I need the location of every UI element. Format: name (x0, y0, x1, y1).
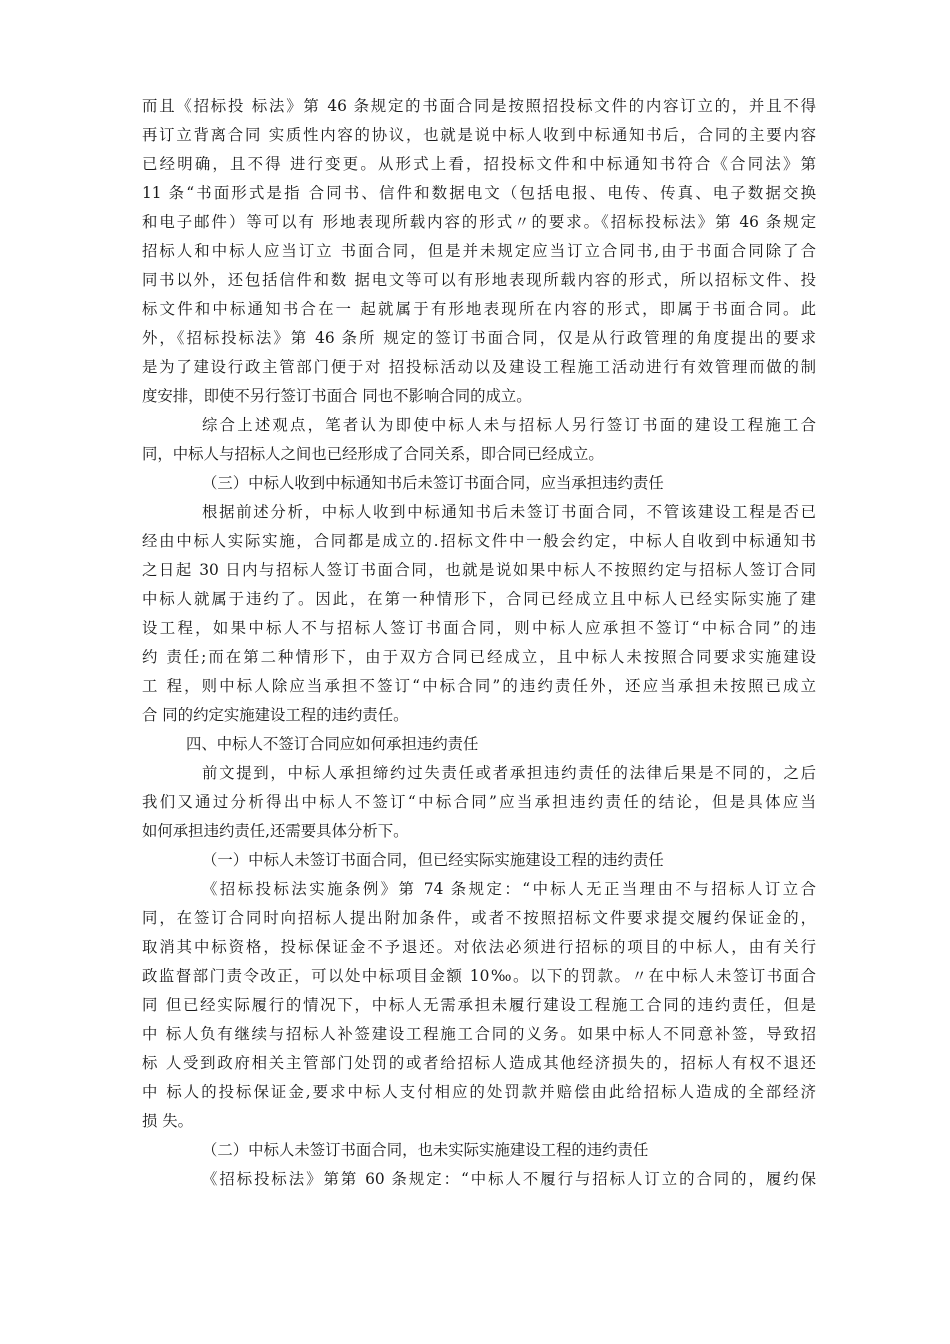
text-line: 如何承担违约责任,还需要具体分析下。 (142, 822, 409, 840)
text-line: 度安排，即使不另行签订书面合 同也不影响合同的成立。 (142, 387, 532, 405)
text-line: 我们又通过分析得出中标人不签订“中标合同”应当承担违约责任的结论，但是具体应当 (142, 793, 816, 811)
text-line: 中 标人负有继续与招标人补签建设工程施工合同的义务。如果中标人不同意补签，导致招 (142, 1025, 816, 1043)
document-page (142, 92, 816, 1194)
text-line: （一）中标人未签订书面合同，但已经实际实施建设工程的违约责任 (202, 851, 664, 869)
text-line: 约 责任;而在第二种情形下，由于双方合同已经成立，且中标人未按照合同要求实施建设 (142, 648, 816, 666)
text-line: 同书以外，还包括信件和数 据电文等可以有形地表现所载内容的形式，所以招标文件、投 (142, 271, 816, 289)
text-line: 同，中标人与招标人之间也已经形成了合同关系，即合同已经成立。 (142, 445, 604, 463)
text-line: 损 失。 (142, 1112, 194, 1130)
text-line: （三）中标人收到中标通知书后未签订书面合同，应当承担违约责任 (202, 474, 664, 492)
text-line: 同，在签订合同时向招标人提出附加条件，或者不按照招标文件要求提交履约保证金的， (142, 909, 816, 927)
text-line: 《招标投标法》第第 60 条规定：“中标人不履行与招标人订立的合同的，履约保 (202, 1170, 816, 1188)
text-line: 根据前述分析，中标人收到中标通知书后未签订书面合同，不管该建设工程是否已 (202, 503, 816, 521)
text-line: 标文件和中标通知书合在一 起就属于有形地表现所在内容的形式，即属于书面合同。此 (142, 300, 816, 318)
text-line: 中标人就属于违约了。因此，在第一种情形下，合同已经成立且中标人已经实际实施了建 (142, 590, 816, 608)
text-line: 已经明确，且不得 进行变更。从形式上看，招投标文件和中标通知书符合《合同法》第 (142, 155, 816, 173)
text-line: 而且《招标投 标法》第 46 条规定的书面合同是按照招投标文件的内容订立的，并且不得 (142, 97, 816, 115)
text-line: 和电子邮件）等可以有 形地表现所载内容的形式〃的要求。《招标投标法》第 46 条规定 (142, 213, 816, 231)
text-line: （二）中标人未签订书面合同，也未实际实施建设工程的违约责任 (202, 1141, 649, 1159)
text-line: 11 条“书面形式是指 合同书、信件和数据电文（包括电报、电传、传真、电子数据交换 (142, 184, 816, 202)
text-line: 合 同的约定实施建设工程的违约责任。 (142, 706, 409, 724)
text-line: 标 人受到政府相关主管部门处罚的或者给招标人造成其他经济损失的，招标人有权不退还 (142, 1054, 816, 1072)
text-line: 同 但已经实际履行的情况下，中标人无需承担未履行建设工程施工合同的违约责任，但是 (142, 996, 816, 1014)
text-line: 再订立背离合同 实质性内容的协议，也就是说中标人收到中标通知书后，合同的主要内容 (142, 126, 816, 144)
text-line: 综合上述观点，笔者认为即使中标人未与招标人另行签订书面的建设工程施工合 (202, 416, 816, 434)
text-line: 前文提到，中标人承担缔约过失责任或者承担违约责任的法律后果是不同的，之后 (202, 764, 816, 782)
text-line: 中 标人的投标保证金,要求中标人支付相应的处罚款并赔偿由此给招标人造成的全部经济 (142, 1083, 816, 1101)
text-line: 是为了建设行政主管部门便于对 招投标活动以及建设工程施工活动进行有效管理而做的制 (142, 358, 816, 376)
text-line: 四、中标人不签订合同应如何承担违约责任 (186, 735, 479, 753)
text-line: 之日起 30 日内与招标人签订书面合同，也就是说如果中标人不按照约定与招标人签订合同 (142, 561, 816, 579)
text-line: 《招标投标法实施条例》第 74 条规定：“中标人无正当理由不与招标人订立合 (202, 880, 816, 898)
text-line: 经由中标人实际实施，合同都是成立的.招标文件中一般会约定，中标人自收到中标通知书 (142, 532, 816, 550)
text-line: 设工程，如果中标人不与招标人签订书面合同，则中标人应承担不签订“中标合同”的违 (142, 619, 816, 637)
text-line: 政监督部门责令改正，可以处中标项目金额 10‰。以下的罚款。〃在中标人未签订书面合 (142, 967, 816, 985)
text-line: 取消其中标资格，投标保证金不予退还。对依法必须进行招标的项目的中标人，由有关行 (142, 938, 816, 956)
text-line: 工 程，则中标人除应当承担不签订“中标合同”的违约责任外，还应当承担未按照已成立 (142, 677, 816, 695)
text-line: 招标人和中标人应当订立 书面合同，但是并未规定应当订立合同书,由于书面合同除了合 (142, 242, 816, 260)
text-line: 外，《招标投标法》第 46 条所 规定的签订书面合同，仅是从行政管理的角度提出的要求 (142, 329, 816, 347)
